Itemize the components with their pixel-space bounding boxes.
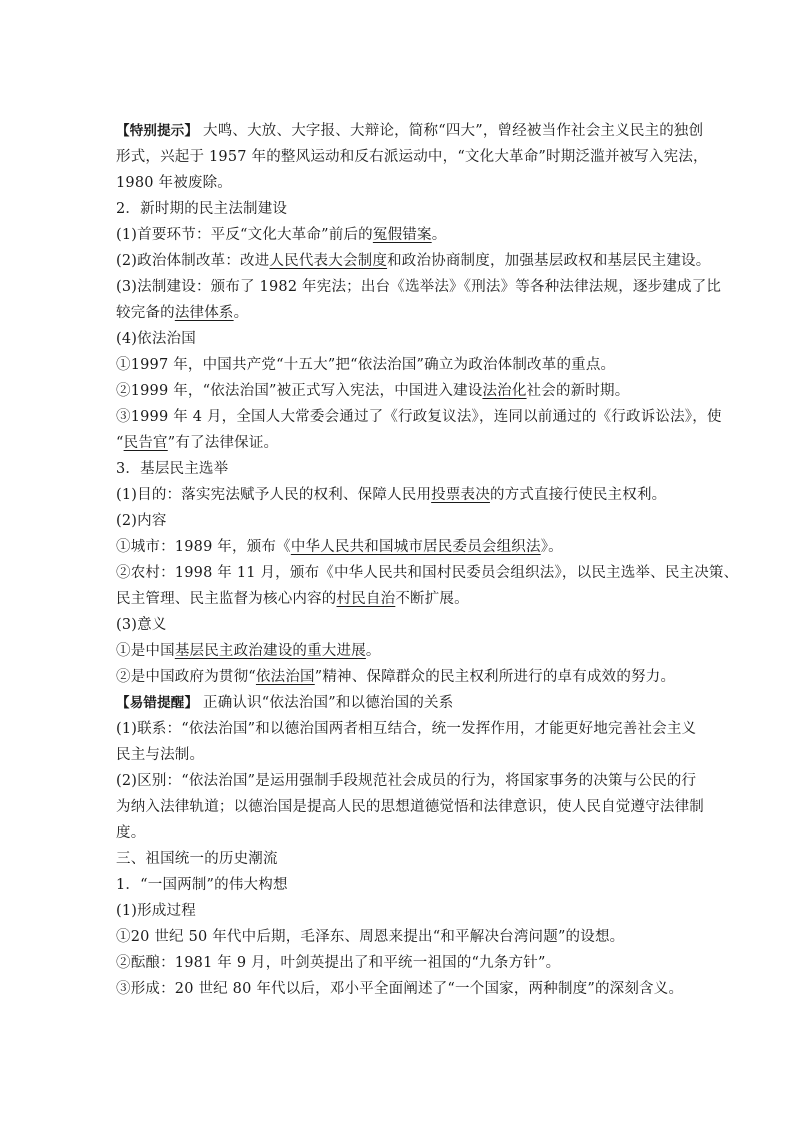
text-run: ②农村：1998 年 11 月，颁布《中华人民共和国村民委员会组织法》，以民主选举、民主决策、 bbox=[116, 565, 739, 581]
text-run: (3)法制建设：颁布了 1982 年宪法；出台《选举法》《刑法》等各种法律法规，逐步建成了比 bbox=[116, 279, 722, 295]
paragraph-line bbox=[116, 251, 711, 271]
error-note-tag: 【易错提醒】 bbox=[116, 695, 199, 711]
paragraph-line bbox=[116, 953, 686, 973]
paragraph-line bbox=[116, 277, 722, 297]
paragraph-line bbox=[116, 407, 722, 427]
paragraph-line bbox=[116, 745, 686, 765]
text-run: ②酝酿：1981 年 9 月，叶剑英提出了和平统一祖国的“九条方针”。 bbox=[116, 955, 561, 971]
text-run: ①20 世纪 50 年代中后期，毛泽东、周恩来提出“和平解决台湾问题”的设想。 bbox=[116, 929, 625, 945]
paragraph-line bbox=[116, 225, 686, 245]
text-run: 1．“一国两制”的伟大构想 bbox=[116, 877, 288, 893]
paragraph-line bbox=[116, 537, 686, 557]
text-run: 民主管理、民主监督为核心内容的 bbox=[116, 591, 337, 607]
paragraph-line bbox=[116, 303, 686, 323]
underlined-term: 法律体系 bbox=[174, 305, 234, 321]
underlined-term: 依法治国 bbox=[255, 669, 315, 685]
paragraph-line bbox=[116, 797, 704, 817]
special-note-line-1 bbox=[116, 121, 704, 141]
paragraph-line bbox=[116, 641, 686, 661]
paragraph-line bbox=[116, 615, 686, 635]
text-run: (1)目的：落实宪法赋予人民的权利、保障人民用 bbox=[116, 487, 432, 503]
text-run: 3．基层民主选举 bbox=[116, 461, 229, 477]
text-run: 的方式直接行使民主权利。 bbox=[489, 487, 667, 503]
underlined-term: 民告官 bbox=[123, 435, 168, 451]
paragraph-line bbox=[116, 771, 697, 791]
text-run: “ bbox=[116, 435, 124, 451]
underlined-term: 人民代表大会制度 bbox=[269, 253, 388, 269]
text-run: 。 bbox=[365, 643, 381, 659]
text-run: ②1999 年，“依法治国”被正式写入宪法，中国进入建设 bbox=[116, 383, 483, 399]
text-run: 大鸣、大放、大字报、大辩论，简称“四大”，曾经被当作社会主义民主的独创 bbox=[198, 123, 704, 139]
text-run: 。 bbox=[233, 305, 249, 321]
paragraph-line bbox=[116, 511, 686, 531]
underlined-term: 冤假错案 bbox=[372, 227, 432, 243]
text-run: ①1997 年，中国共产党“十五大”把“依法治国”确立为政治体制改革的重点。 bbox=[116, 357, 616, 373]
underlined-term: 中华人民共和国城市居民委员会组织法 bbox=[290, 539, 541, 555]
section-heading-3 bbox=[116, 459, 686, 479]
text-run: ③形成：20 世纪 80 年代以后，邓小平全面阐述了“一个国家，两种制度”的深刻含义。 bbox=[116, 981, 684, 997]
text-run: 较完备的 bbox=[116, 305, 175, 321]
special-note-tag: 【特别提示】 bbox=[116, 123, 199, 139]
underlined-term: 法治化 bbox=[482, 383, 527, 399]
paragraph-line bbox=[116, 823, 686, 843]
text-run: 度。 bbox=[116, 825, 146, 841]
text-run: 为纳入法律轨道；以德治国是提高人民的思想道德觉悟和法律意识，使人民自觉遵守法律制 bbox=[116, 799, 704, 815]
text-run: 民主与法制。 bbox=[116, 747, 205, 763]
text-run: (3)意义 bbox=[116, 617, 167, 633]
text-run: 社会的新时期。 bbox=[526, 383, 630, 399]
text-run: 三、祖国统一的历史潮流 bbox=[116, 851, 278, 867]
underlined-term: 村民自治 bbox=[336, 591, 396, 607]
text-run: (1)联系：“依法治国”和以德治国两者相互结合，统一发挥作用，才能更好地完善社会主义 bbox=[116, 721, 697, 737]
text-run: (4)依法治国 bbox=[116, 331, 196, 347]
paragraph-line bbox=[116, 485, 686, 505]
paragraph-line bbox=[116, 927, 686, 947]
text-run: 不断扩展。 bbox=[395, 591, 469, 607]
paragraph-line bbox=[116, 719, 697, 739]
paragraph-line bbox=[116, 901, 686, 921]
text-run: 。 bbox=[431, 227, 447, 243]
text-run: 》。 bbox=[540, 539, 563, 555]
paragraph-line bbox=[116, 381, 686, 401]
underlined-term: 投票表决 bbox=[431, 487, 490, 503]
section-heading-three bbox=[116, 849, 686, 869]
text-run: ①城市：1989 年，颁布《 bbox=[116, 539, 291, 555]
error-note-heading bbox=[116, 693, 686, 713]
paragraph-line bbox=[116, 329, 686, 349]
subsection-heading bbox=[116, 875, 686, 895]
paragraph-line bbox=[116, 667, 686, 687]
text-run: ”有了法律保证。 bbox=[167, 435, 279, 451]
special-note-line-2 bbox=[116, 147, 708, 167]
paragraph-line bbox=[116, 563, 739, 583]
text-run: 和政治协商制度，加强基层政权和基层民主建设。 bbox=[387, 253, 711, 269]
text-run: 形式，兴起于 1957 年的整风运动和反右派运动中，“文化大革命”时期泛滥并被写入宪法， bbox=[116, 149, 708, 165]
text-run: ①是中国 bbox=[116, 643, 175, 659]
text-run: ②是中国政府为贯彻“ bbox=[116, 669, 256, 685]
text-run: (1)首要环节：平反“文化大革命”前后的 bbox=[116, 227, 373, 243]
special-note-line-3 bbox=[116, 173, 686, 193]
text-run: ”精神、保障群众的民主权利所进行的卓有成效的努力。 bbox=[314, 669, 676, 685]
text-run: (2)政治体制改革：改进 bbox=[116, 253, 270, 269]
text-run: 2．新时期的民主法制建设 bbox=[116, 201, 288, 217]
underlined-term: 基层民主政治建设的重大进展 bbox=[174, 643, 366, 659]
paragraph-line bbox=[116, 355, 686, 375]
section-heading-2 bbox=[116, 199, 686, 219]
paragraph-line bbox=[116, 589, 686, 609]
text-run: 1980 年被废除。 bbox=[116, 175, 233, 191]
text-run: (2)内容 bbox=[116, 513, 167, 529]
text-run: 正确认识“依法治国”和以德治国的关系 bbox=[198, 695, 454, 711]
text-run: (1)形成过程 bbox=[116, 903, 196, 919]
text-run: (2)区别：“依法治国”是运用强制手段规范社会成员的行为，将国家事务的决策与公民的行 bbox=[116, 773, 697, 789]
paragraph-line bbox=[116, 979, 686, 999]
paragraph-line bbox=[116, 433, 686, 453]
text-run: ③1999 年 4 月，全国人大常委会通过了《行政复议法》，连同以前通过的《行政诉讼法》，使 bbox=[116, 409, 722, 425]
